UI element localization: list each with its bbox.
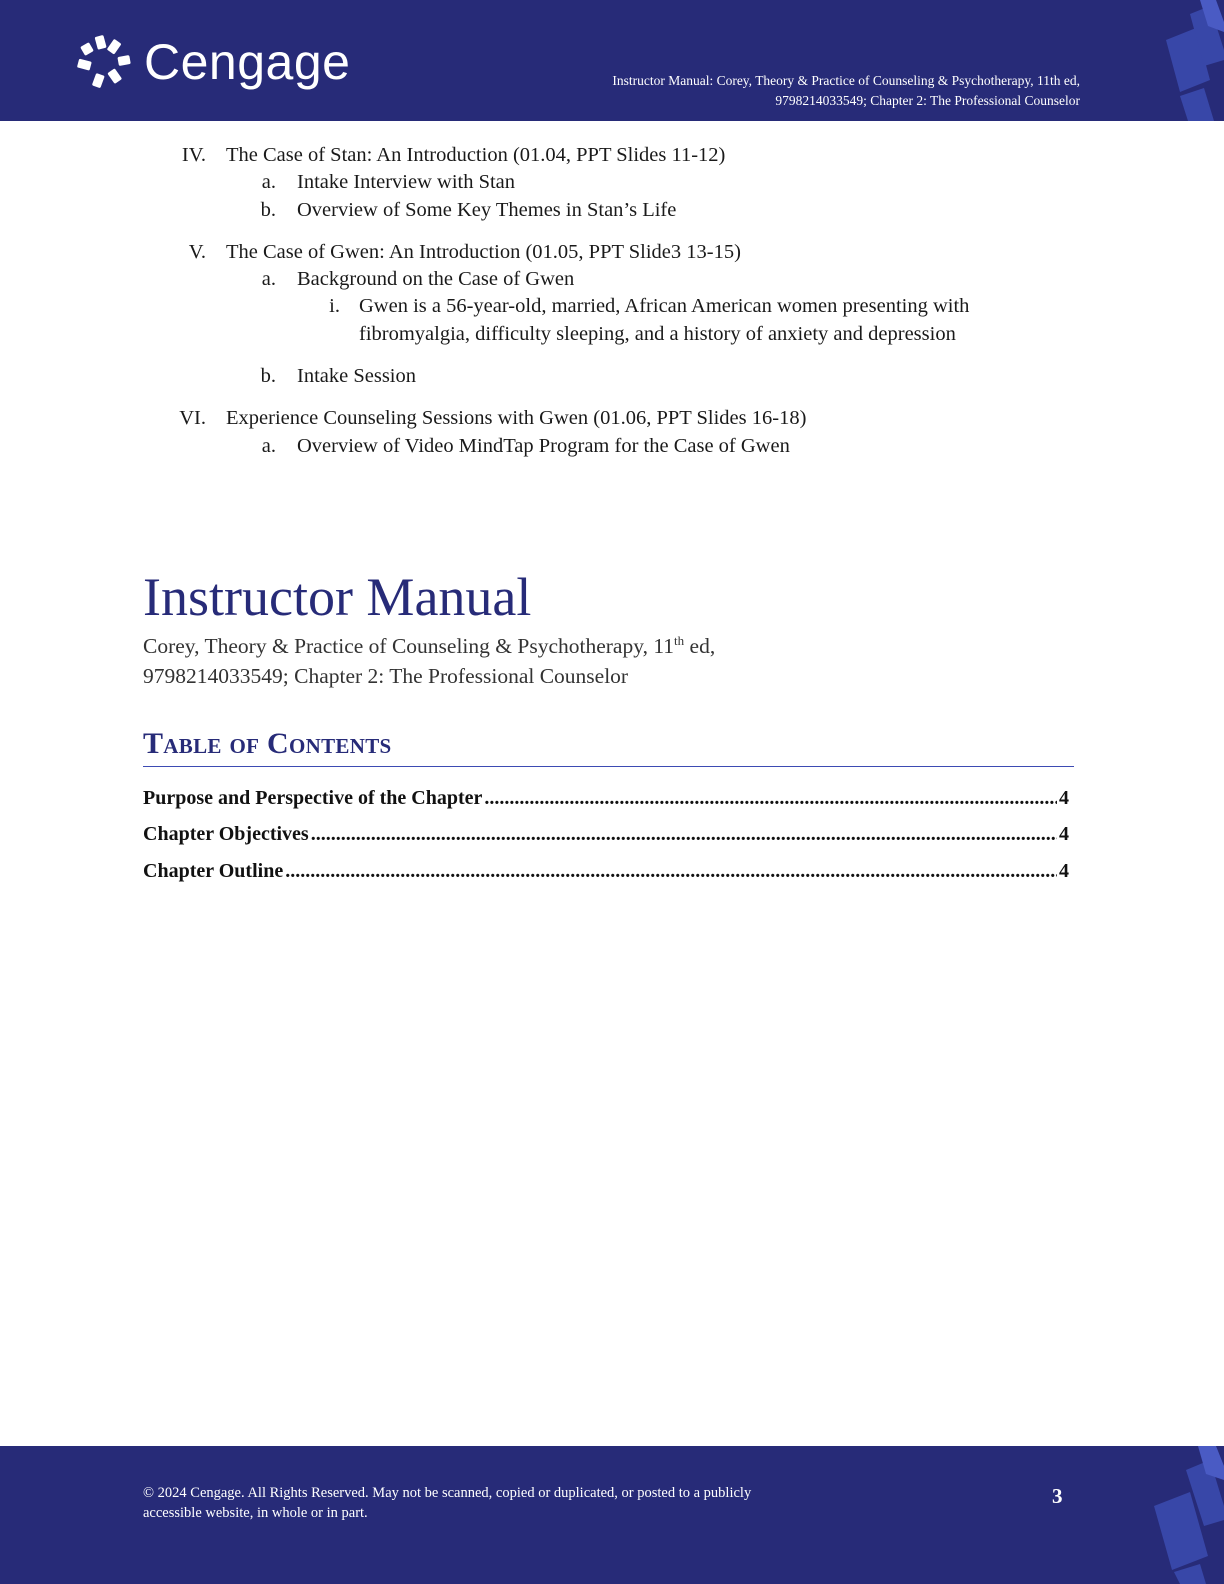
toc-entry-page[interactable]: 4 — [1059, 787, 1069, 809]
cengage-logo-mark-icon — [74, 34, 134, 90]
outline-text: The Case of Stan: An Introduction (01.04, PPT Slides 11-12) — [226, 144, 726, 166]
corner-decoration-icon — [1144, 0, 1224, 121]
toc-leader-dots — [484, 785, 1057, 811]
outline-text: Intake Interview with Stan — [297, 171, 516, 193]
page-header — [0, 0, 1224, 121]
running-header-line-1: Instructor Manual: Corey, Theory & Practice of Counseling & Psychotherapy, 11th ed, — [612, 73, 1080, 88]
subtitle-line-2: 9798214033549; Chapter 2: The Professional Counselor — [143, 664, 629, 689]
toc-entry-title[interactable]: Purpose and Perspective of the Chapter — [143, 787, 483, 809]
outline-text-line-2: fibromyalgia, difficulty sleeping, and a history of anxiety and depression — [359, 323, 956, 345]
subtitle-line-1 — [143, 626, 715, 661]
copyright-line-2: accessible website, in whole or in part. — [143, 1505, 368, 1521]
cengage-logo — [74, 34, 350, 90]
toc-entry-page[interactable]: 4 — [1059, 860, 1069, 882]
outline-letter: a. — [261, 435, 276, 457]
page-number: 3 — [1052, 1484, 1063, 1508]
toc-divider — [143, 766, 1074, 767]
toc-heading: Table of Contents — [143, 727, 392, 760]
outline-letter: a. — [261, 171, 276, 193]
logo-wordmark: Cengage — [144, 34, 351, 90]
toc-entry[interactable] — [143, 821, 1069, 847]
document-subtitle — [143, 626, 715, 691]
copyright-notice — [143, 1483, 863, 1523]
toc-entry-title[interactable]: Chapter Objectives — [143, 823, 309, 845]
document-title: Instructor Manual — [143, 567, 532, 627]
outline-numeral: VI. — [179, 407, 206, 429]
subtitle-line-1-text: Corey, Theory & Practice of Counseling & Psychotherapy, 11 — [143, 634, 675, 659]
outline-text: Intake Session — [297, 365, 416, 387]
outline-text: Overview of Video MindTap Program for the Case of Gwen — [297, 435, 790, 457]
outline-text: Experience Counseling Sessions with Gwen (01.06, PPT Slides 16-18) — [226, 407, 807, 429]
running-header — [612, 71, 1080, 111]
subtitle-superscript: th — [674, 633, 685, 648]
outline-text: The Case of Gwen: An Introduction (01.05, PPT Slide3 13-15) — [226, 241, 741, 263]
toc-leader-dots — [311, 821, 1057, 847]
toc-leader-dots — [285, 858, 1057, 884]
footer-decoration-icon — [1134, 1446, 1224, 1584]
outline-letter: b. — [260, 199, 276, 221]
outline-roman: i. — [329, 295, 340, 317]
toc-entry[interactable] — [143, 785, 1069, 811]
copyright-line-1: © 2024 Cengage. All Rights Reserved. May not be scanned, copied or duplicated, or posted to a publicly — [143, 1485, 752, 1501]
toc-entry-title[interactable]: Chapter Outline — [143, 860, 284, 882]
outline-text: Background on the Case of Gwen — [297, 268, 575, 290]
outline-numeral: V. — [188, 241, 206, 263]
outline-letter: a. — [261, 268, 276, 290]
running-header-line-2: 9798214033549; Chapter 2: The Professional Counselor — [775, 93, 1080, 108]
page-footer — [0, 1446, 1224, 1584]
outline-text: Overview of Some Key Themes in Stan’s Life — [297, 199, 677, 221]
outline-numeral: IV. — [181, 144, 206, 166]
outline-text-line-1: Gwen is a 56-year-old, married, African American women presenting with — [359, 295, 970, 317]
toc-entry[interactable] — [143, 858, 1069, 884]
toc-entry-page[interactable]: 4 — [1059, 823, 1069, 845]
outline-letter: b. — [260, 365, 276, 387]
subtitle-line-1-end: ed, — [684, 634, 716, 659]
